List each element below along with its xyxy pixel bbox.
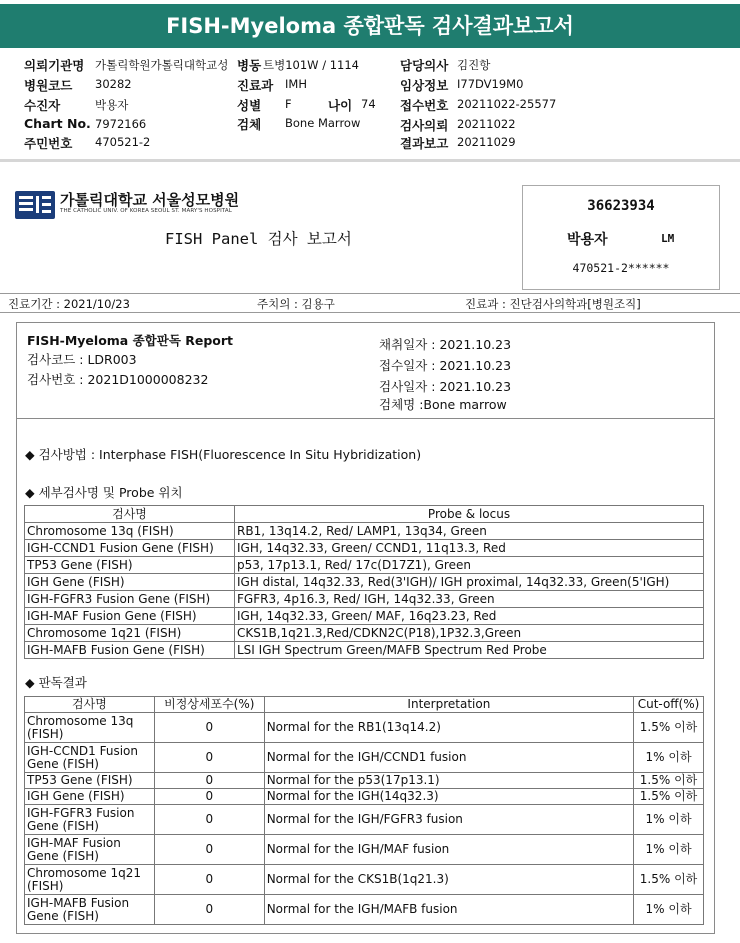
result-table-header <box>25 697 704 713</box>
specimen-label: 검체 <box>237 117 262 132</box>
visit-info-line <box>0 293 740 313</box>
report-date-value: 20211029 <box>457 135 516 149</box>
interpretation-cell: Normal for the IGH(14q32.3) <box>264 789 633 805</box>
test-name-cell: IGH-MAF Fusion Gene (FISH) <box>25 835 155 865</box>
test-name-cell: Chromosome 13q (FISH) <box>25 713 155 743</box>
interpretation-cell: Normal for the RB1(13q14.2) <box>264 713 633 743</box>
age-value: 74 <box>361 97 376 111</box>
ward-value: 트병101W / 1114 <box>263 58 359 72</box>
test-name-cell: Chromosome 13q (FISH) <box>25 523 235 540</box>
section-divider <box>0 159 740 162</box>
panel-report-title: FISH Panel 검사 보고서 <box>165 230 352 248</box>
table-row <box>25 805 704 835</box>
abnormal-percent-cell: 0 <box>154 773 264 789</box>
header-cell: 검사명 <box>25 697 155 713</box>
visit-department: 진료과 : 진단검사의학과[병원조직] <box>465 297 641 311</box>
interpretation-cell: Normal for the IGH/MAF fusion <box>264 835 633 865</box>
abnormal-percent-cell: 0 <box>154 805 264 835</box>
dept-label: 진료과 <box>237 78 274 93</box>
test-name-cell: IGH Gene (FISH) <box>25 574 235 591</box>
test-number: 검사번호 : 2021D1000008232 <box>27 372 209 387</box>
specimen-value: Bone Marrow <box>285 116 361 130</box>
abnormal-percent-cell: 0 <box>154 895 264 925</box>
test-code: 검사코드 : LDR003 <box>27 352 137 367</box>
result-section-title: ◆ 판독결과 <box>25 675 87 690</box>
chart-value: 7972166 <box>95 117 147 131</box>
abnormal-percent-cell: 0 <box>154 789 264 805</box>
probe-locus-cell: FGFR3, 4p16.3, Red/ IGH, 14q32.33, Green <box>235 591 704 608</box>
report-title-bar <box>0 4 740 48</box>
chart-label: Chart No. <box>24 116 91 131</box>
label-number: 36623934 <box>587 198 655 214</box>
label-code: LM <box>661 232 675 245</box>
hospcode-value: 30282 <box>95 77 132 91</box>
table-row <box>25 642 704 659</box>
receipt-label: 접수번호 <box>400 98 449 113</box>
patient-label-box <box>522 185 720 290</box>
test-name-cell: IGH Gene (FISH) <box>25 789 155 805</box>
table-row <box>25 557 704 574</box>
test-name-cell: Chromosome 1q21 (FISH) <box>25 865 155 895</box>
receipt-value: 20211022-25577 <box>457 97 557 111</box>
doctor-label: 담당의사 <box>400 58 449 73</box>
test-name-cell: IGH-FGFR3 Fusion Gene (FISH) <box>25 805 155 835</box>
table-row <box>25 713 704 743</box>
test-name-cell: IGH-FGFR3 Fusion Gene (FISH) <box>25 591 235 608</box>
table-row <box>25 865 704 895</box>
test-name-cell: IGH-MAFB Fusion Gene (FISH) <box>25 642 235 659</box>
table-row <box>25 625 704 642</box>
dept-value: IMH <box>285 77 307 91</box>
table-row <box>25 835 704 865</box>
interpretation-cell: Normal for the CKS1B(1q21.3) <box>264 865 633 895</box>
probe-section-title: ◆ 세부검사명 및 Probe 위치 <box>25 485 183 500</box>
label-id: 470521-2****** <box>572 261 670 275</box>
cutoff-cell: 1.5% 이하 <box>634 789 704 805</box>
abnormal-percent-cell: 0 <box>154 865 264 895</box>
institution-label: 의뢰기관명 <box>24 58 85 73</box>
attending-physician: 주치의 : 김용구 <box>257 297 335 311</box>
test-name-cell: Chromosome 1q21 (FISH) <box>25 625 235 642</box>
interpretation-cell: Normal for the IGH/CCND1 fusion <box>264 743 633 773</box>
probe-locus-cell: IGH distal, 14q32.33, Red(3'IGH)/ IGH proximal, 14q32.33, Green(5'IGH) <box>235 574 704 591</box>
receiver-label: 수진자 <box>24 98 61 113</box>
header-cell: 비정상세포수(%) <box>154 697 264 713</box>
doctor-value: 김진항 <box>457 58 491 72</box>
cutoff-cell: 1.5% 이하 <box>634 713 704 743</box>
table-row <box>25 574 704 591</box>
probe-locus-cell: IGH, 14q32.33, Green/ MAF, 16q23.23, Red <box>235 608 704 625</box>
result-table <box>24 696 704 925</box>
cutoff-cell: 1% 이하 <box>634 835 704 865</box>
visit-period: 진료기간 : 2021/10/23 <box>8 297 130 311</box>
request-value: 20211022 <box>457 117 516 131</box>
report-date-label: 결과보고 <box>400 136 449 151</box>
specimen-name: 검체명 :Bone marrow <box>379 397 507 412</box>
label-patient-name: 박용자 <box>567 232 608 248</box>
probe-locus-cell: RB1, 13q14.2, Red/ LAMP1, 13q34, Green <box>235 523 704 540</box>
test-name-cell: IGH-CCND1 Fusion Gene (FISH) <box>25 540 235 557</box>
tested-date: 검사일자 : 2021.10.23 <box>379 379 512 394</box>
rrn-label: 주민번호 <box>24 136 73 151</box>
table-row <box>25 773 704 789</box>
ward-label: 병동 <box>237 58 262 73</box>
collected-date: 채취일자 : 2021.10.23 <box>379 337 512 352</box>
cutoff-cell: 1% 이하 <box>634 895 704 925</box>
report-title: FISH-Myeloma 종합판독 검사결과보고서 <box>166 14 574 38</box>
patient-info-panel <box>0 52 740 156</box>
hospital-logo-icon <box>14 190 56 220</box>
test-name-cell: IGH-MAF Fusion Gene (FISH) <box>25 608 235 625</box>
probe-locus-cell: IGH, 14q32.33, Green/ CCND1, 11q13.3, Red <box>235 540 704 557</box>
probe-locus-cell: CKS1B,1q21.3,Red/CDKN2C(P18),1P32.3,Green <box>235 625 704 642</box>
cutoff-cell: 1.5% 이하 <box>634 865 704 895</box>
probe-table-header <box>25 506 704 523</box>
rrn-value: 470521-2 <box>95 135 151 149</box>
report-subtitle: FISH-Myeloma 종합판독 Report <box>27 333 234 348</box>
header-cell: Probe & locus <box>235 506 704 523</box>
method-line: ◆ 검사방법 : Interphase FISH(Fluorescence In Situ Hybridization) <box>25 447 422 462</box>
probe-locus-cell: LSI IGH Spectrum Green/MAFB Spectrum Red Probe <box>235 642 704 659</box>
interpretation-cell: Normal for the IGH/FGFR3 fusion <box>264 805 633 835</box>
table-row <box>25 523 704 540</box>
interpretation-cell: Normal for the IGH/MAFB fusion <box>264 895 633 925</box>
probe-table <box>24 505 704 659</box>
table-row <box>25 608 704 625</box>
table-row <box>25 591 704 608</box>
institution-value: 가톨릭학원가톨릭대학교성 <box>95 58 229 72</box>
clinical-value: I77DV19M0 <box>457 77 524 91</box>
cutoff-cell: 1.5% 이하 <box>634 773 704 789</box>
report-header-divider <box>16 418 715 419</box>
test-name-cell: IGH-CCND1 Fusion Gene (FISH) <box>25 743 155 773</box>
header-cell: Cut-off(%) <box>634 697 704 713</box>
test-name-cell: IGH-MAFB Fusion Gene (FISH) <box>25 895 155 925</box>
age-label: 나이 <box>328 98 353 113</box>
probe-locus-cell: p53, 17p13.1, Red/ 17c(D17Z1), Green <box>235 557 704 574</box>
abnormal-percent-cell: 0 <box>154 713 264 743</box>
test-name-cell: TP53 Gene (FISH) <box>25 557 235 574</box>
sex-value: F <box>285 97 292 111</box>
request-label: 검사의뢰 <box>400 118 449 133</box>
received-date: 접수일자 : 2021.10.23 <box>379 358 512 373</box>
abnormal-percent-cell: 0 <box>154 835 264 865</box>
header-cell: 검사명 <box>25 506 235 523</box>
sex-label: 성별 <box>237 98 262 113</box>
table-row <box>25 540 704 557</box>
header-cell: Interpretation <box>264 697 633 713</box>
cutoff-cell: 1% 이하 <box>634 743 704 773</box>
test-name-cell: TP53 Gene (FISH) <box>25 773 155 789</box>
receiver-value: 박용자 <box>95 98 129 112</box>
table-row <box>25 743 704 773</box>
hospital-name-english: THE CATHOLIC UNIV. OF KOREA SEOUL ST. MARY'S HOSPITAL <box>60 208 232 214</box>
cutoff-cell: 1% 이하 <box>634 805 704 835</box>
interpretation-cell: Normal for the p53(17p13.1) <box>264 773 633 789</box>
clinical-label: 임상정보 <box>400 78 449 93</box>
table-row <box>25 895 704 925</box>
abnormal-percent-cell: 0 <box>154 743 264 773</box>
table-row <box>25 789 704 805</box>
hospcode-label: 병원코드 <box>24 78 73 93</box>
hospital-name: 가톨릭대학교 서울성모병원 <box>60 191 240 209</box>
